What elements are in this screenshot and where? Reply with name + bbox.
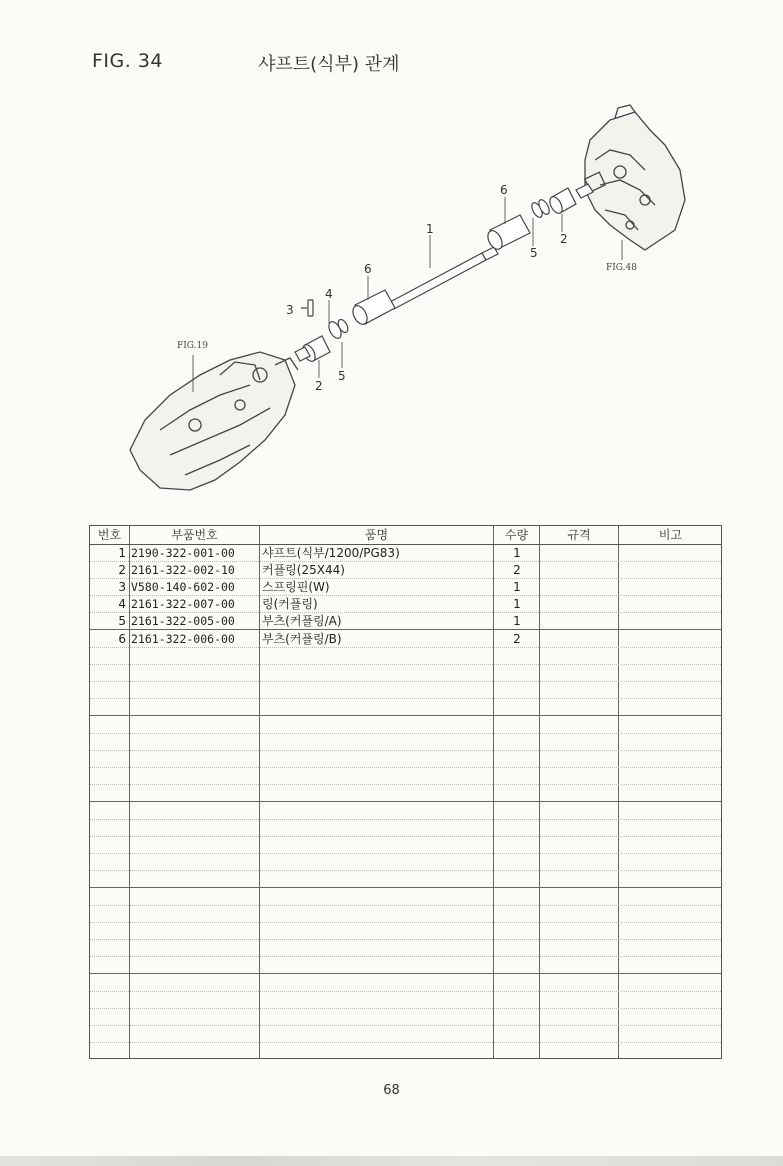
spring-pin <box>301 300 313 316</box>
row-qty: 1 <box>513 546 521 560</box>
row-no: 5 <box>118 614 126 628</box>
row-part-no: 2161-322-002-10 <box>131 563 235 577</box>
boot-b-left <box>350 290 395 327</box>
row-name: 부츠(커플링/A) <box>262 614 342 628</box>
callout-6-right: 6 <box>500 183 508 197</box>
row-no: 1 <box>118 546 126 560</box>
row-no: 4 <box>118 597 126 611</box>
row-qty: 1 <box>513 614 521 628</box>
row-part-no: 2161-322-006-00 <box>131 632 235 646</box>
callout-4: 4 <box>325 287 333 301</box>
header-remark: 비고 <box>658 528 683 542</box>
header-spec: 규격 <box>567 528 591 542</box>
callout-5-right: 5 <box>530 246 538 260</box>
table-row <box>90 631 721 648</box>
scan-edge <box>0 1156 783 1166</box>
row-qty: 1 <box>513 580 521 594</box>
page-title: 샤프트(식부) 관계 <box>258 54 400 75</box>
header-part-no: 부품번호 <box>171 528 218 542</box>
row-part-no: 2161-322-005-00 <box>131 614 235 628</box>
shaft <box>390 247 498 309</box>
row-name: 부츠(커플링/B) <box>262 632 342 646</box>
fig-ref-right: FIG.48 <box>606 263 637 273</box>
table-row <box>90 613 721 630</box>
row-name: 스프링핀(W) <box>262 580 330 594</box>
header-no: 번호 <box>97 528 122 542</box>
callout-6-left: 6 <box>364 262 372 276</box>
row-no: 6 <box>118 632 126 646</box>
row-part-no: 2190-322-001-00 <box>131 546 235 560</box>
row-part-no: 2161-322-007-00 <box>131 597 235 611</box>
left-gearbox-housing <box>130 352 298 490</box>
table-row <box>90 579 721 596</box>
table-row <box>90 545 721 562</box>
coupling-right <box>547 184 593 215</box>
callout-5-left: 5 <box>338 369 346 383</box>
table-row <box>90 596 721 613</box>
row-name: 샤프트(식부/1200/PG83) <box>262 546 400 560</box>
row-name: 링(커플링) <box>262 597 318 611</box>
table-header <box>90 526 721 545</box>
callout-2-left: 2 <box>315 379 323 393</box>
header-qty: 수량 <box>504 528 529 542</box>
row-qty: 1 <box>513 597 521 611</box>
callout-1: 1 <box>426 222 434 236</box>
row-qty: 2 <box>513 632 521 646</box>
row-name: 커플링(25X44) <box>262 563 345 577</box>
row-qty: 2 <box>513 563 521 577</box>
parts-table <box>89 525 722 1059</box>
coupling-left <box>295 336 330 363</box>
table-row <box>90 562 721 579</box>
header-name: 품명 <box>364 528 389 542</box>
callout-2-right: 2 <box>560 232 568 246</box>
page-number: 68 <box>383 1083 400 1098</box>
callout-3: 3 <box>286 303 294 317</box>
row-part-no: V580-140-602-00 <box>131 580 235 594</box>
boot-b-right <box>485 215 530 252</box>
row-no: 2 <box>118 563 126 577</box>
fig-ref-left: FIG.19 <box>177 341 208 351</box>
row-no: 3 <box>118 580 126 594</box>
fig-label: FIG. 34 <box>92 50 164 72</box>
right-gearbox-housing <box>585 105 685 250</box>
exploded-diagram <box>90 90 730 510</box>
